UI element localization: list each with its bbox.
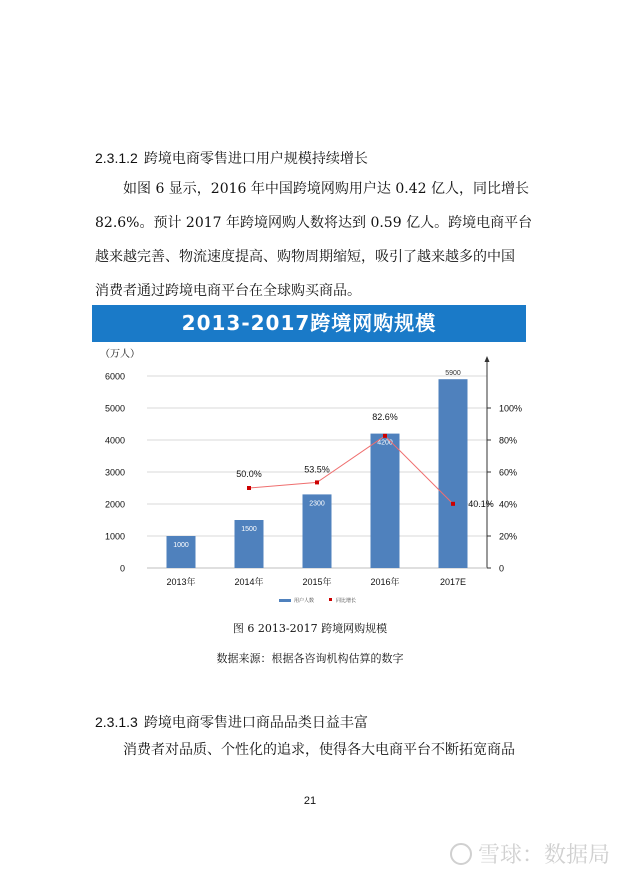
y-tick-label: 5000	[104, 403, 125, 414]
section-heading-2-3-1-2	[95, 148, 368, 168]
x-tick-label: 2017E	[439, 577, 467, 587]
growth-label: 82.6%	[372, 411, 398, 422]
y2-tick-label: 40%	[499, 499, 518, 510]
y2-tick-label: 100%	[499, 403, 523, 414]
growth-point	[451, 502, 455, 506]
section-number: 2.3.1.3	[95, 714, 138, 730]
page-number: 21	[303, 795, 317, 807]
chart-title: 2013-2017跨境网购规模	[92, 305, 526, 342]
bar	[439, 379, 468, 568]
paragraph-line: 如图 6 显示，2016 年中国跨境网购用户达 0.42 亿人，同比增长	[123, 181, 529, 197]
bar-value-label: 1500	[241, 526, 257, 533]
section-number: 2.3.1.2	[95, 150, 138, 166]
y-tick-label: 4000	[104, 435, 125, 446]
y-tick-label: 6000	[104, 371, 125, 382]
paragraph-line: 82.6%。预计 2017 年跨境网购人数将达到 0.59 亿人。跨境电商平台	[95, 215, 533, 231]
y-tick-label: 1000	[104, 531, 125, 542]
bar-value-label: 4200	[377, 439, 393, 447]
snowball-logo-icon	[450, 843, 472, 865]
x-tick-label: 2015年	[302, 577, 332, 587]
y2-tick-label: 20%	[499, 531, 518, 542]
y2-tick-label: 0	[499, 563, 505, 574]
y-axis-label: （万人）	[100, 349, 140, 360]
bar	[167, 536, 196, 568]
legend-swatch-bar	[279, 599, 291, 602]
y2-axis-arrow	[485, 356, 490, 362]
growth-point	[247, 486, 251, 490]
x-tick-label: 2016年	[370, 577, 400, 587]
paragraph-line: 消费者对品质、个性化的追求，使得各大电商平台不断拓宽商品	[123, 742, 515, 758]
y2-tick-label: 60%	[499, 467, 518, 478]
legend-label: 同比增长	[336, 598, 357, 604]
growth-point	[315, 480, 319, 484]
growth-label: 50.0%	[236, 469, 262, 479]
x-tick-label: 2014年	[234, 577, 264, 587]
x-tick-label: 2013年	[166, 577, 196, 587]
growth-point	[383, 434, 387, 438]
section-2-paragraph	[95, 733, 532, 767]
section-heading-2-3-1-3	[95, 712, 368, 732]
section-title: 跨境电商零售进口用户规模持续增长	[143, 151, 368, 167]
bar	[371, 434, 400, 568]
growth-line	[249, 436, 453, 504]
section-title: 跨境电商零售进口商品品类日益丰富	[143, 715, 368, 731]
y2-tick-label: 80%	[499, 435, 518, 446]
y-tick-label: 0	[119, 563, 125, 574]
growth-label: 40.1%	[468, 498, 494, 509]
legend-swatch-line	[329, 598, 332, 601]
bar-line-chart	[92, 342, 526, 620]
bar-value-label: 5900	[445, 370, 461, 378]
figure-caption: 图 6 2013-2017 跨境网购规模	[232, 622, 388, 635]
watermark	[450, 838, 610, 869]
bar-value-label: 2300	[309, 500, 325, 508]
legend-label: 用户人数	[294, 598, 315, 604]
growth-label: 53.5%	[304, 464, 330, 475]
y-tick-label: 2000	[104, 499, 125, 510]
paragraph-line: 消费者通过跨境电商平台在全球购买商品。	[95, 283, 361, 299]
y-tick-label: 3000	[104, 467, 125, 478]
bar-value-label: 1000	[173, 542, 189, 549]
source-note: 数据来源：根据各咨询机构估算的数字	[216, 652, 404, 665]
watermark-text: 雪球：数据局	[478, 843, 611, 868]
section-1-paragraph	[95, 172, 532, 308]
paragraph-line: 越来越完善、物流速度提高、购物周期缩短，吸引了越来越多的中国	[95, 249, 515, 265]
